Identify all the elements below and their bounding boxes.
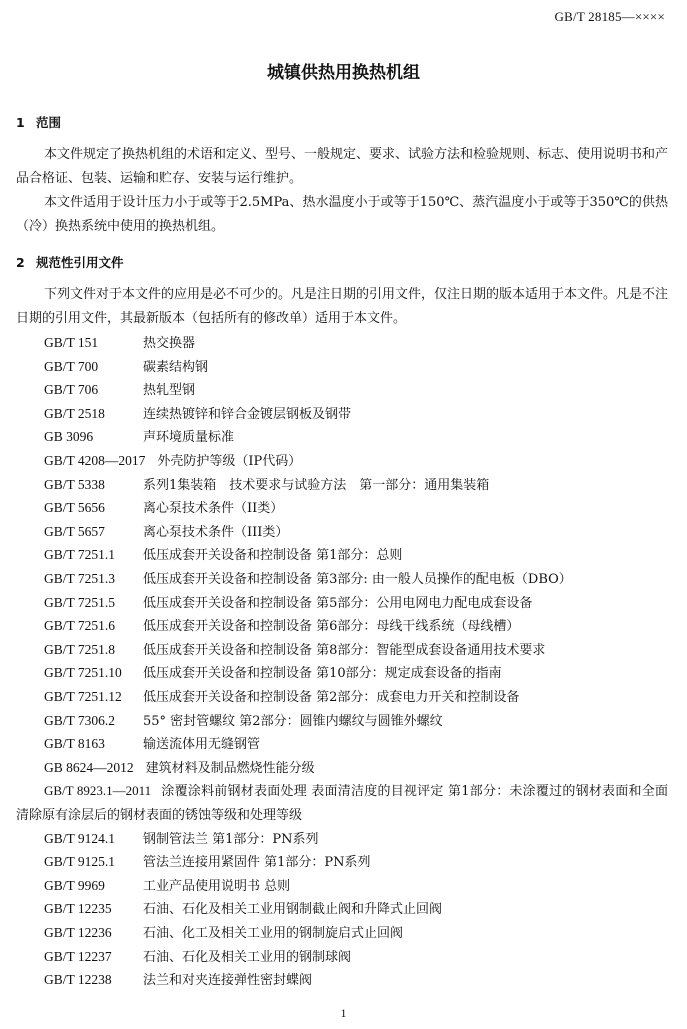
reference-item [44,355,669,380]
reference-item [44,543,669,568]
reference-item [44,473,669,498]
scope-paragraph-1: 本文件规定了换热机组的术语和定义、型号、一般规定、要求、试验方法和检验规则、标志、使用说明书和产品合格证、包装、运输和贮存、安装与运行维护。 [16,147,669,186]
reference-code: GB 8624—2012 [44,759,134,775]
reference-item [44,874,669,899]
reference-code: GB/T 9969 [44,877,105,893]
reference-code: GB/T 2518 [44,405,105,421]
reference-title: 低压成套开关设备和控制设备 第2部分：成套电力开关和控制设备 [143,690,520,705]
reference-title: 热轧型钢 [143,383,196,399]
reference-code: GB/T 7251.12 [44,689,122,704]
reference-item [44,661,669,686]
reference-code: GB/T 700 [44,358,99,374]
reference-item [44,402,669,427]
reference-code: GB/T 8163 [44,736,105,752]
section-number: 1 [16,115,25,130]
reference-item [44,732,669,757]
reference-code: GB/T 7251.10 [44,665,122,681]
reference-title: 石油、石化及相关工业用的钢制球阀 [143,949,352,965]
section-title: 范围 [36,115,62,130]
reference-item [44,638,669,663]
reference-item [44,496,669,521]
reference-item [44,921,669,946]
reference-title: 低压成套开关设备和控制设备 第6部分：母线干线系统（母线槽） [143,619,520,635]
reference-item [44,378,669,403]
reference-code: GB/T 7251.5 [44,594,116,610]
reference-title: 低压成套开关设备和控制设备 第1部分：总则 [143,548,403,564]
reference-item [44,614,669,639]
reference-item [44,968,669,993]
reference-item [44,567,669,592]
reference-title: 输送流体用无缝钢管 [143,737,261,753]
reference-code: GB/T 9125.1 [44,854,116,870]
reference-item [44,827,669,852]
reference-title: 系列1集装箱 技术要求与试验方法 第一部分：通用集装箱 [143,477,490,493]
reference-item [44,756,669,781]
reference-code: GB/T 7251.3 [44,571,116,586]
section-number: 2 [16,255,25,270]
page-number: 1 [340,1006,347,1020]
scope-paragraph-2: 本文件适用于设计压力小于或等于2.5MPa、热水温度小于或等于150℃、蒸汽温度小于或等于350℃的供热（冷）换热系统中使用的换热机组。 [16,195,668,234]
reference-item [44,850,669,875]
reference-code: GB/T 5657 [44,523,105,539]
reference-title: 低压成套开关设备和控制设备 第10部分：规定成套设备的指南 [143,666,502,682]
reference-title: 建筑材料及制品燃烧性能分级 [145,760,315,776]
reference-title: 管法兰连接用紧固件 第1部分：PN系列 [143,855,371,871]
document-id: GB/T 28185—×××× [554,9,665,24]
reference-title: 石油、石化及相关工业用钢制截止阀和升降式止回阀 [143,902,443,918]
reference-title: 热交换器 [143,336,196,351]
reference-title: 低压成套开关设备和控制设备 第3部分: 由一般人员操作的配电板（DBO） [143,572,572,587]
reference-title: 离心泵技术条件（II类） [143,501,284,517]
reference-code: GB/T 9124.1 [44,830,116,846]
reference-code: GB/T 7306.2 [44,712,116,728]
reference-title: 55° 密封管螺纹 第2部分：圆锥内螺纹与圆锥外螺纹 [143,713,443,729]
reference-code: GB/T 5338 [44,476,105,492]
reference-item [44,945,669,970]
reference-title: 工业产品使用说明书 总则 [143,878,291,894]
reference-item [44,331,669,356]
reference-item [44,425,669,450]
reference-code: GB/T 5656 [44,500,105,516]
reference-code: GB/T 7251.6 [44,618,116,634]
section-title: 规范性引用文件 [36,255,124,270]
reference-title: 碳素结构钢 [143,359,209,375]
reference-code: GB/T 12237 [44,948,112,964]
reference-code: GB/T 12238 [44,972,112,988]
reference-item [44,685,669,710]
reference-title: 连续热镀锌和锌合金镀层钢板及钢带 [143,406,352,422]
reference-code: GB/T 8923.1—2011 [44,783,152,799]
reference-title: 低压成套开关设备和控制设备 第5部分：公用电网电力配电成套设备 [143,595,533,611]
section-heading-normative-references [16,253,124,271]
reference-code: GB/T 12236 [44,925,112,940]
reference-title: 法兰和对夹连接弹性密封蝶阀 [143,973,313,989]
reference-item [44,709,669,734]
reference-code: GB/T 706 [44,382,99,398]
references-intro: 下列文件对于本文件的应用是必不可少的。凡是注日期的引用文件，仅注日期的版本适用于本文件。凡是不注日期的引用文件，其最新版本（包括所有的修改单）适用于本文件。 [16,287,669,326]
reference-item-wrapped [16,779,668,828]
reference-title: 低压成套开关设备和控制设备 第8部分：智能型成套设备通用技术要求 [143,642,546,658]
document-title: 城镇供热用换热机组 [267,63,420,83]
section-heading-scope [16,113,61,131]
reference-code: GB/T 4208—2017 [44,453,146,468]
reference-item [44,897,669,922]
reference-item [44,520,669,545]
reference-code: GB/T 12235 [44,901,112,917]
reference-title: 石油、化工及相关工业用的钢制旋启式止回阀 [143,926,404,941]
reference-code: GB/T 7251.1 [44,547,116,563]
reference-title: 离心泵技术条件（III类） [143,524,289,540]
reference-code: GB 3096 [44,429,94,445]
reference-title: 涂覆涂料前钢材表面处理 表面清洁度的目视评定 第1部分：未涂覆过的钢材表面和全面清除原有涂层后的钢材表面的锈蚀等级和处理等级 [16,784,668,824]
reference-item [44,449,669,474]
reference-code: GB/T 7251.8 [44,641,116,657]
reference-title: 声环境质量标准 [143,430,235,446]
reference-code: GB/T 151 [44,335,99,350]
reference-title: 外壳防护等级（IP代码） [157,454,302,469]
reference-title: 钢制管法兰 第1部分：PN系列 [143,831,319,847]
reference-item [44,591,669,616]
